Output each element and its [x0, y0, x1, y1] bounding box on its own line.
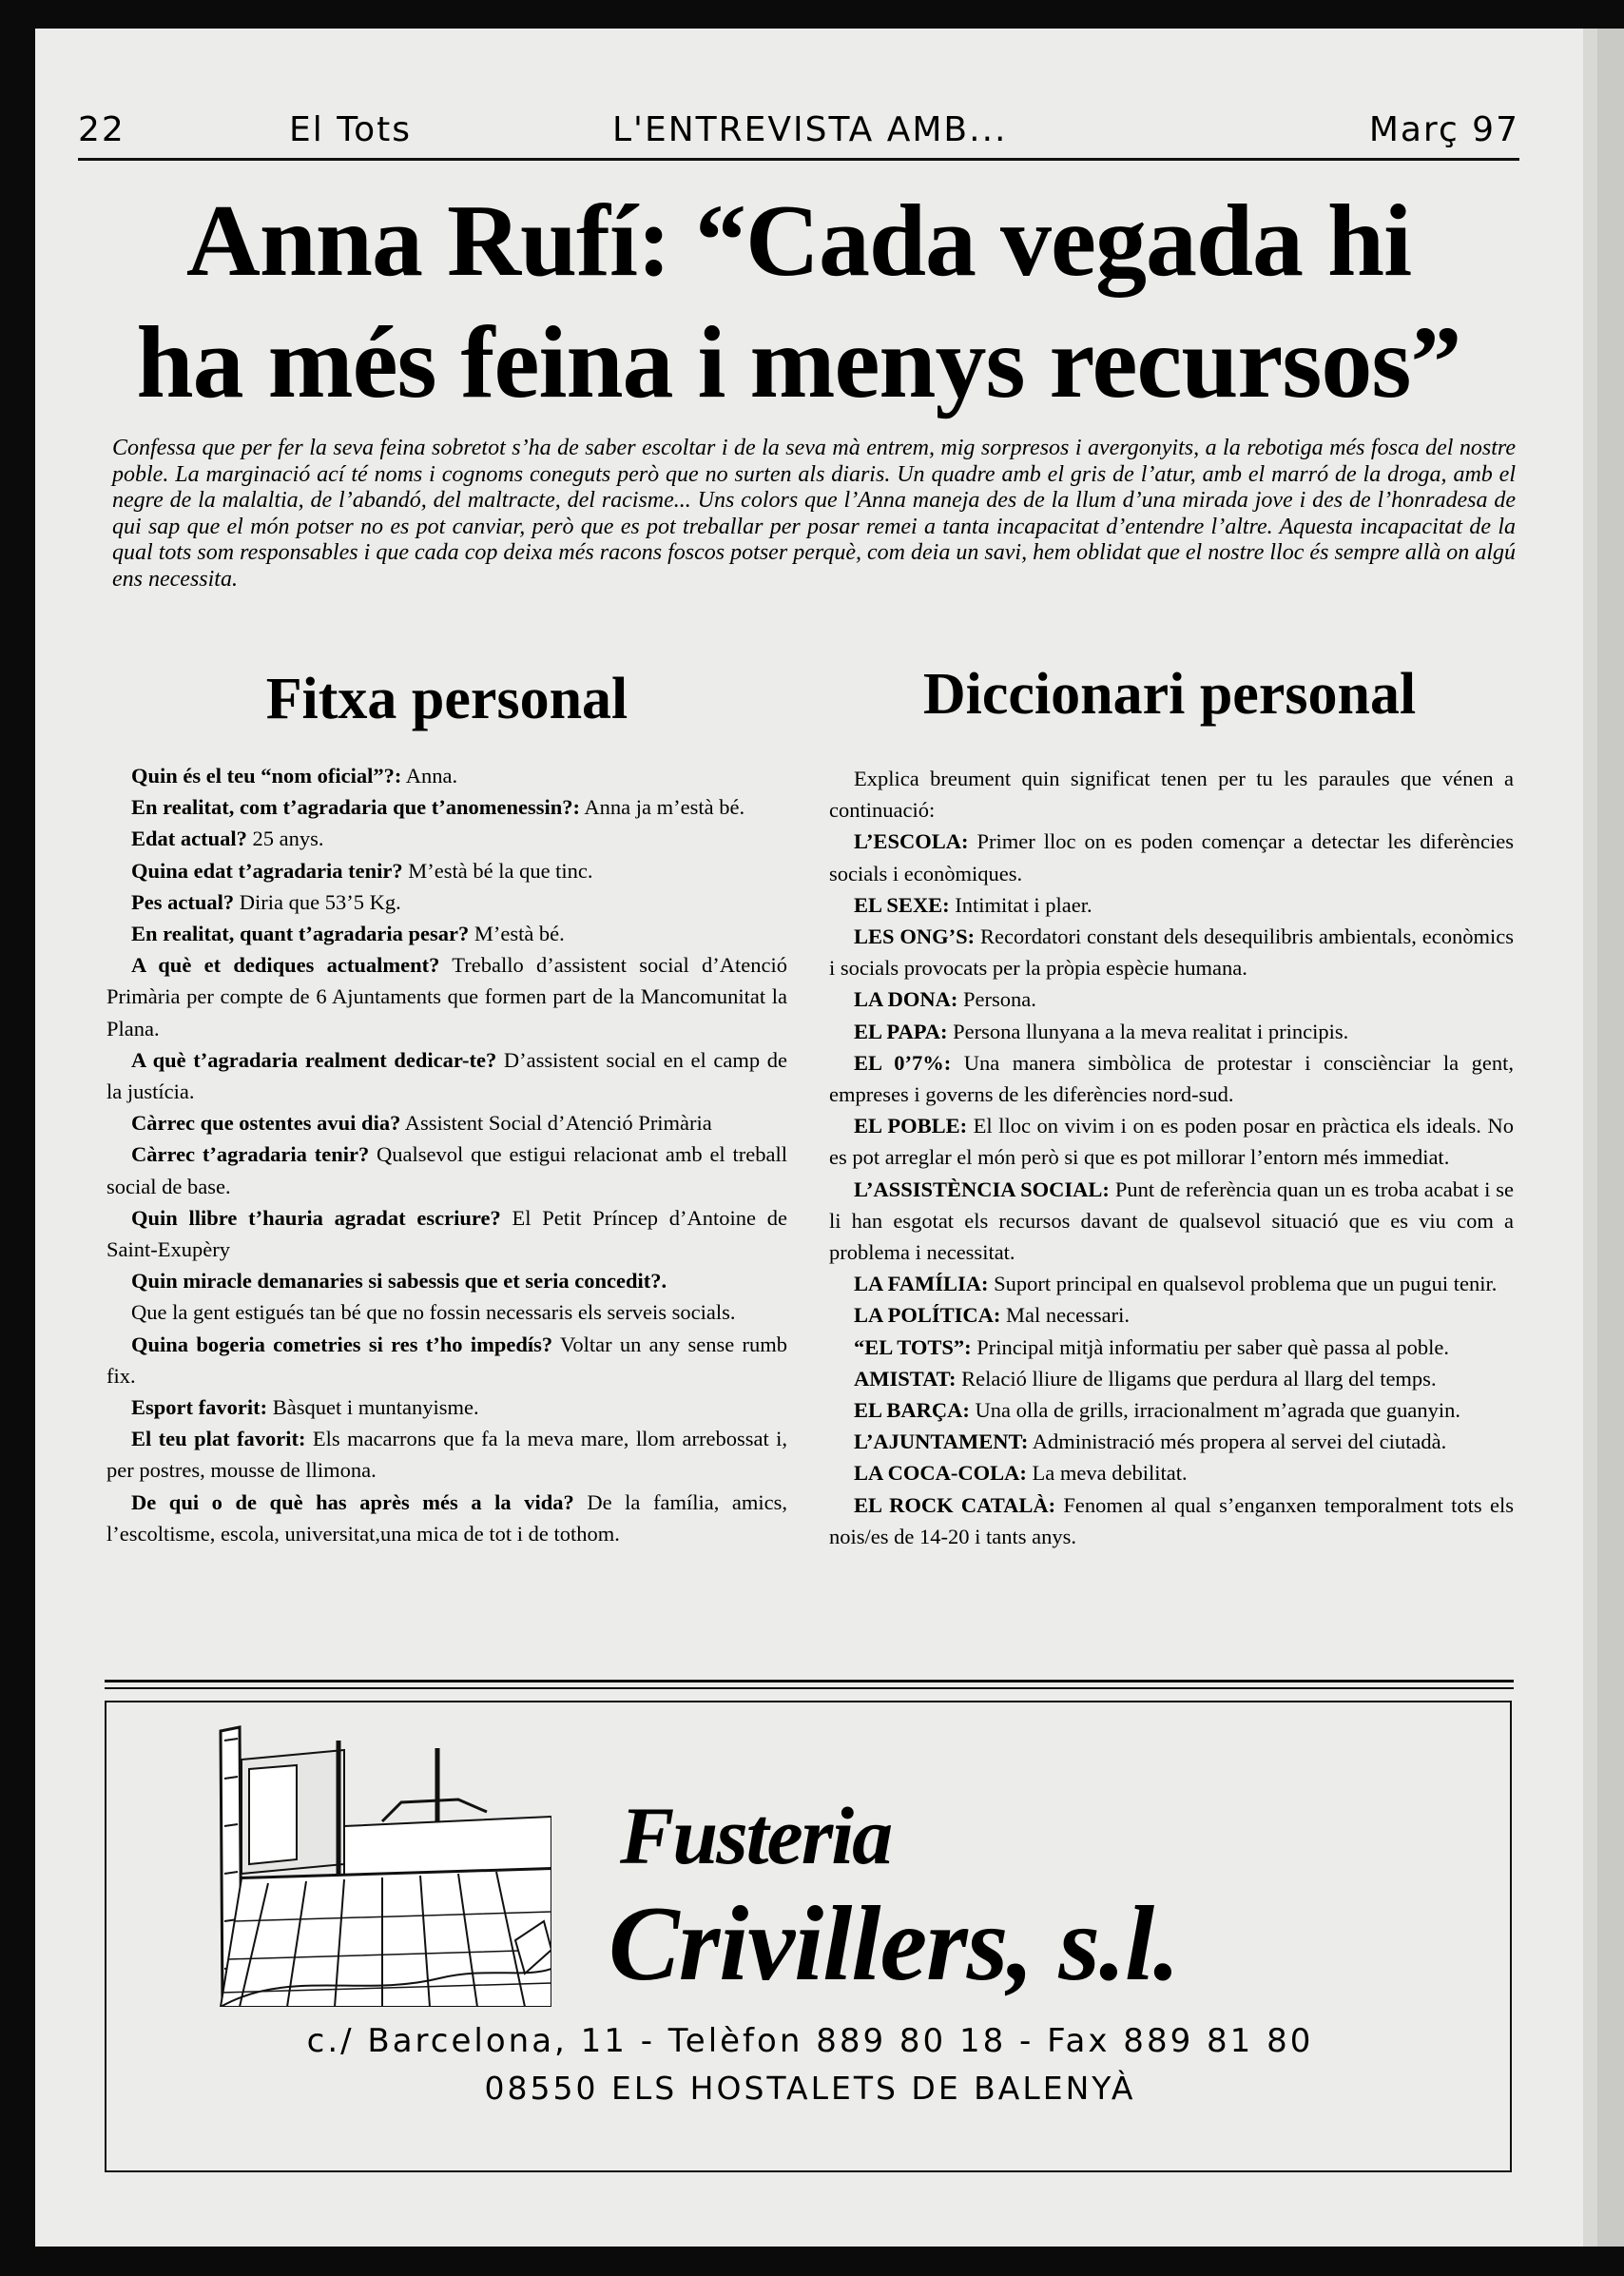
- fitxa-entry: [106, 886, 787, 918]
- page-edge-shadow: [1597, 29, 1624, 2247]
- diccionari-value: Mal necessari.: [1000, 1303, 1130, 1328]
- diccionari-label: EL POBLE:: [854, 1114, 968, 1138]
- fitxa-label: En realitat, com t’agradaria que t’anomenessin?:: [131, 795, 581, 820]
- ad-top-rule: [105, 1680, 1514, 1683]
- diccionari-label: EL BARÇA:: [854, 1398, 970, 1423]
- title-line-2: ha més feina i menys recursos”: [136, 306, 1461, 419]
- fitxa-entry: [106, 1391, 787, 1423]
- diccionari-value: Administració més propera al servei del ciutadà.: [1028, 1430, 1447, 1454]
- fitxa-entry: [106, 855, 787, 886]
- fitxa-label: Quina bogeria cometries si res t’ho impedís?: [131, 1332, 553, 1356]
- fitxa-value: Bàsquet i muntanyisme.: [267, 1395, 479, 1420]
- fitxa-label: En realitat, quant t’agradaria pesar?: [131, 922, 470, 946]
- diccionari-value: Intimitat i plaer.: [949, 892, 1092, 917]
- ad-city: 08550 ELS HOSTALETS DE BALENYÀ: [484, 2070, 1136, 2107]
- fitxa-label: Càrrec t’agradaria tenir?: [131, 1142, 370, 1167]
- ad-top-rule-thin: [105, 1687, 1514, 1689]
- diccionari-label: “EL TOTS”:: [854, 1334, 972, 1359]
- diccionari-label: L’ASSISTÈNCIA SOCIAL:: [854, 1177, 1110, 1201]
- diccionari-entry: [829, 1457, 1514, 1488]
- diccionari-column: [829, 763, 1514, 1552]
- fitxa-label: Quin és el teu “nom oficial”?:: [131, 764, 402, 788]
- fitxa-entry: [106, 791, 787, 823]
- fitxa-column: [106, 760, 787, 1549]
- article-title: [78, 181, 1519, 424]
- fitxa-entry: [106, 949, 787, 1044]
- section-name: L'ENTREVISTA AMB...: [612, 110, 1008, 149]
- diccionari-entry: [829, 1299, 1514, 1331]
- fitxa-value: Voltar un any sense rumb fix.: [106, 1332, 787, 1388]
- diccionari-label: LA FAMÍLIA:: [854, 1272, 989, 1296]
- ad-address: c./ Barcelona, 11 - Telèfon 889 80 18 - Fax 889 81 80: [306, 2022, 1314, 2060]
- fitxa-entry: [106, 918, 787, 949]
- diccionari-entry: [829, 1332, 1514, 1363]
- diccionari-entry: [829, 983, 1514, 1015]
- fitxa-label: A què t’agradaria realment dedicar-te?: [131, 1047, 497, 1072]
- diccionari-value: La meva debilitat.: [1026, 1461, 1188, 1486]
- fitxa-entry: [106, 1202, 787, 1265]
- page-number: 22: [78, 110, 126, 149]
- diccionari-value: Recordatori constant dels desequilibris ambientals, econòmics i socials provocats per la pròpia espècie humana.: [829, 924, 1514, 981]
- fitxa-label: Quina edat t’agradaria tenir?: [131, 858, 403, 883]
- diccionari-value: Persona llunyana a la meva realitat i principis.: [947, 1019, 1349, 1043]
- fitxa-label: Càrrec que ostentes avui dia?: [131, 1111, 401, 1136]
- fitxa-value: Qualsevol que estigui relacionat amb el treball social de base.: [106, 1142, 787, 1198]
- fitxa-title: Fitxa personal: [265, 667, 628, 731]
- diccionari-label: EL 0’7%:: [854, 1050, 952, 1075]
- fitxa-value: Treballo d’assistent social d’Atenció Primària per compte de 6 Ajuntaments que formen part de la Mancomunitat la Plana.: [106, 953, 787, 1041]
- fitxa-entry: [106, 1423, 787, 1486]
- article-intro: Confessa que per fer la seva feina sobretot s’ha de saber escoltar i de la seva mà entrem, mig sorpresos i avergonyits, a la rebotiga més fosca del nostre poble. La marginació ací té noms i cognoms coneguts però que no surten als diaris. Un quadre amb el gris de l’atur, amb el marró de la droga, amb el negre de la malaltia, de l’abandó, del maltracte, del racisme... Uns colors que l’Anna maneja des de la llum d’una mirada jove i des de l’honradesa de qui sap que el món potser no es pot canviar, però que es pot treballar per posar remei a tanta incapacitat d’entendre l’altre. Aquesta incapacitat de la qual tots som responsables i que cada cop deixa més racons foscos potser perquè, com deia un savi, hem oblidat que el nostre lloc és sempre allà on algú ens necessita.: [112, 436, 1516, 592]
- header-rule: [78, 158, 1519, 161]
- fitxa-label: A què et dediques actualment?: [131, 953, 440, 978]
- fitxa-entry: [106, 1487, 787, 1549]
- diccionari-label: EL ROCK CATALÀ:: [854, 1492, 1056, 1517]
- diccionari-intro: Explica breument quin significat tenen per tu les paraules que vénen a continuació:: [829, 767, 1514, 823]
- diccionari-label: LES ONG’S:: [854, 924, 976, 949]
- diccionari-entry: [829, 921, 1514, 983]
- diccionari-value: Principal mitjà informatiu per saber què passa al poble.: [971, 1334, 1449, 1359]
- diccionari-value: Punt de referència quan un es troba acabat i se li han esgotat els recursos davant de qualsevol situació que es viu com a problema i necessitat.: [829, 1177, 1514, 1265]
- fitxa-value: De la família, amics, l’escoltisme, escola, universitat,una mica de tot i de tothom.: [106, 1489, 787, 1546]
- diccionari-entry: [829, 889, 1514, 921]
- diccionari-value: Persona.: [957, 987, 1036, 1012]
- diccionari-label: EL PAPA:: [854, 1019, 948, 1043]
- fitxa-value: 25 anys.: [246, 827, 324, 851]
- issue-date: Març 97: [1368, 110, 1519, 149]
- diccionari-entry: [829, 1110, 1514, 1173]
- fitxa-entry: [106, 1296, 787, 1328]
- fitxa-value: Assistent Social d’Atenció Primària: [400, 1111, 712, 1136]
- diccionari-label: LA COCA-COLA:: [854, 1461, 1027, 1486]
- diccionari-value: Suport principal en qualsevol problema que un pugui tenir.: [988, 1272, 1498, 1296]
- diccionari-label: LA POLÍTICA:: [854, 1303, 1001, 1328]
- advertisement: [105, 1701, 1512, 2172]
- diccionari-label: EL SEXE:: [854, 892, 950, 917]
- diccionari-label: L’AJUNTAMENT:: [854, 1430, 1029, 1454]
- fitxa-value: Que la gent estigués tan bé que no fossin necessaris els serveis socials.: [131, 1300, 736, 1325]
- fitxa-entry: [106, 1044, 787, 1107]
- fitxa-label: Pes actual?: [131, 889, 235, 914]
- diccionari-value: Una olla de grills, irracionalment m’agrada que guanyin.: [969, 1398, 1460, 1423]
- publication-name: El Tots: [289, 110, 412, 149]
- carpentry-room-icon: [211, 1722, 551, 2007]
- fitxa-entry: [106, 1329, 787, 1391]
- diccionari-label: AMISTAT:: [854, 1366, 957, 1391]
- diccionari-entry: [829, 826, 1514, 888]
- fitxa-label: Quin miracle demanaries si sabessis que et seria concedit?.: [131, 1269, 667, 1294]
- diccionari-title: Diccionari personal: [922, 662, 1417, 727]
- diccionari-value: Relació lliure de lligams que perdura al llarg del temps.: [956, 1366, 1437, 1391]
- fitxa-value: D’assistent social en el camp de la justícia.: [106, 1047, 788, 1104]
- diccionari-entry: [829, 1016, 1514, 1047]
- diccionari-value: El lloc on vivim i on es poden posar en pràctica els ideals. No es pot arreglar el món però si que es pot millorar l’entorn més immediat.: [829, 1114, 1514, 1170]
- diccionari-entry: [829, 1363, 1514, 1394]
- diccionari-entry: [829, 1174, 1514, 1269]
- diccionari-entry: [829, 1047, 1514, 1110]
- fitxa-entry: [106, 760, 787, 791]
- fitxa-value: El Petit Príncep d’Antoine de Saint-Exupèry: [106, 1205, 787, 1262]
- fitxa-value: Anna.: [401, 764, 458, 788]
- diccionari-value: Fenomen al qual s’enganxen temporalment tots els nois/es de 14-20 i tants anys.: [829, 1492, 1514, 1548]
- fitxa-label: El teu plat favorit:: [131, 1427, 306, 1451]
- ad-brand-line-2: Crivillers, s.l.: [609, 1885, 1180, 2003]
- diccionari-value: Primer lloc on es poden començar a detectar les diferències socials i econòmiques.: [829, 829, 1514, 885]
- diccionari-entry: [829, 1426, 1514, 1457]
- diccionari-label: L’ESCOLA:: [854, 829, 969, 854]
- fitxa-value: M’està bé la que tinc.: [402, 858, 593, 883]
- fitxa-value: M’està bé.: [469, 922, 565, 946]
- fitxa-label: Esport favorit:: [131, 1395, 268, 1420]
- diccionari-label: LA DONA:: [854, 987, 958, 1012]
- diccionari-entry: [829, 1394, 1514, 1426]
- diccionari-value: Una manera simbòlica de protestar i consciènciar la gent, empreses i governs de les diferències nord-sud.: [829, 1050, 1514, 1107]
- fitxa-label: Edat actual?: [131, 827, 247, 851]
- diccionari-entry: [829, 1268, 1514, 1299]
- fitxa-value: Anna ja m’està bé.: [580, 795, 745, 820]
- fitxa-entry: [106, 1265, 787, 1296]
- diccionari-entry: [829, 1489, 1514, 1552]
- ad-brand-line-1: Fusteria: [620, 1790, 892, 1881]
- fitxa-entry: [106, 823, 787, 854]
- fitxa-entry: [106, 1107, 787, 1138]
- page-header: [78, 105, 1519, 158]
- fitxa-label: De qui o de què has après més a la vida?: [131, 1489, 574, 1514]
- fitxa-value: Diria que 53’5 Kg.: [234, 889, 401, 914]
- fitxa-value: Els macarrons que fa la meva mare, llom arrebossat i, per postres, mousse de llimona.: [106, 1427, 787, 1483]
- fitxa-label: Quin llibre t’hauria agradat escriure?: [131, 1205, 501, 1230]
- title-line-1: Anna Rufí: “Cada vegada hi: [185, 185, 1412, 298]
- fitxa-entry: [106, 1138, 787, 1201]
